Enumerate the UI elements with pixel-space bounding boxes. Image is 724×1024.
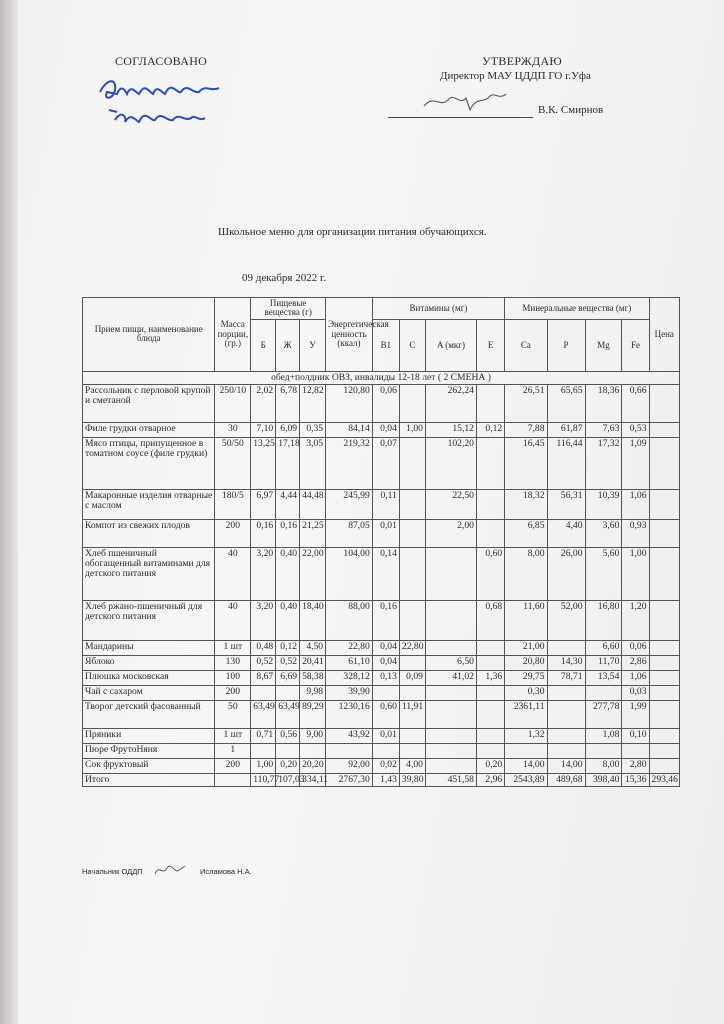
table-cell <box>425 547 476 600</box>
table-cell: 1230,16 <box>326 700 373 728</box>
table-cell: 0,09 <box>399 670 425 685</box>
total-cell: 2,96 <box>476 773 504 786</box>
table-row <box>83 422 680 437</box>
table-cell: 0,52 <box>276 655 300 670</box>
table-cell: 120,80 <box>326 384 373 422</box>
footer-signature <box>153 860 187 880</box>
table-cell: 61,10 <box>326 655 373 670</box>
table-cell <box>399 685 425 700</box>
table-cell: 15,12 <box>425 422 476 437</box>
table-cell: 1,06 <box>622 489 649 519</box>
table-cell: 7,10 <box>251 422 276 437</box>
table-cell: 2,00 <box>425 519 476 547</box>
table-cell: 1,08 <box>585 728 622 743</box>
table-cell: 0,04 <box>372 422 399 437</box>
table-cell: 0,03 <box>622 685 649 700</box>
table-cell <box>649 437 679 489</box>
header-price: Цена <box>649 298 679 372</box>
table-cell <box>476 743 504 758</box>
agreed-handwritten-signature <box>95 70 225 140</box>
table-cell <box>276 685 300 700</box>
table-cell: 11,91 <box>399 700 425 728</box>
agreed-label: СОГЛАСОВАНО <box>115 54 208 68</box>
table-cell: 2,86 <box>622 655 649 670</box>
table-cell: 17,18 <box>276 437 300 489</box>
table-cell: 58,38 <box>300 670 326 685</box>
table-cell <box>276 743 300 758</box>
table-cell <box>476 640 504 655</box>
table-cell: 1,00 <box>251 758 276 773</box>
table-cell: 88,00 <box>326 600 373 640</box>
table-cell: 0,52 <box>251 655 276 670</box>
table-cell: 10,39 <box>585 489 622 519</box>
table-cell: 219,32 <box>326 437 373 489</box>
table-cell <box>649 685 679 700</box>
table-cell: 250/10 <box>215 384 251 422</box>
table-cell: 3,20 <box>251 547 276 600</box>
table-cell: 1,20 <box>622 600 649 640</box>
table-row <box>83 547 680 600</box>
table-cell: 84,14 <box>326 422 373 437</box>
table-cell <box>300 743 326 758</box>
table-cell: 3,20 <box>251 600 276 640</box>
table-cell: 328,12 <box>326 670 373 685</box>
table-cell <box>476 489 504 519</box>
table-cell: 200 <box>215 758 251 773</box>
table-cell: 1 шт <box>215 728 251 743</box>
table-row <box>83 685 680 700</box>
table-row <box>83 519 680 547</box>
table-cell: 2,02 <box>251 384 276 422</box>
dish-name: Мандарины <box>83 640 215 655</box>
table-cell: 65,65 <box>547 384 585 422</box>
table-cell: 6,50 <box>425 655 476 670</box>
dish-name: Яблоко <box>83 655 215 670</box>
table-cell: 116,44 <box>547 437 585 489</box>
header-nutrients: Пищевые вещества (г) <box>251 298 326 320</box>
director-title: Директор МАУ ЦДДП ГО г.Уфа <box>440 70 591 82</box>
table-cell: 39,90 <box>326 685 373 700</box>
table-cell: 18,32 <box>505 489 547 519</box>
table-cell: 11,70 <box>585 655 622 670</box>
dish-name: Плюшка московская <box>83 670 215 685</box>
table-cell: 16,80 <box>585 600 622 640</box>
header-vit-b1: B1 <box>372 319 399 371</box>
header-energy: Энергетическая ценность (ккал) <box>326 298 373 372</box>
table-cell <box>649 547 679 600</box>
table-cell: 0,13 <box>372 670 399 685</box>
table-row <box>83 489 680 519</box>
table-cell: 13,54 <box>585 670 622 685</box>
total-cell: 398,40 <box>585 773 622 786</box>
table-cell: 104,00 <box>326 547 373 600</box>
table-cell: 102,20 <box>425 437 476 489</box>
table-cell: 200 <box>215 685 251 700</box>
header-carbs: У <box>300 319 326 371</box>
table-cell <box>476 437 504 489</box>
table-cell: 0,48 <box>251 640 276 655</box>
header-fat: Ж <box>276 319 300 371</box>
table-cell: 8,00 <box>505 547 547 600</box>
header-mg: Mg <box>585 319 622 371</box>
table-cell: 63,49 <box>276 700 300 728</box>
table-cell: 9,98 <box>300 685 326 700</box>
total-cell: 15,36 <box>622 773 649 786</box>
table-cell <box>399 437 425 489</box>
table-cell: 56,31 <box>547 489 585 519</box>
table-cell: 13,25 <box>251 437 276 489</box>
director-signature <box>420 86 510 116</box>
table-cell: 245,99 <box>326 489 373 519</box>
table-cell: 4,44 <box>276 489 300 519</box>
table-cell <box>399 728 425 743</box>
table-cell <box>649 670 679 685</box>
table-cell: 21,25 <box>300 519 326 547</box>
table-cell: 262,24 <box>425 384 476 422</box>
table-cell <box>585 743 622 758</box>
table-cell: 61,87 <box>547 422 585 437</box>
table-cell <box>399 519 425 547</box>
table-row <box>83 670 680 685</box>
table-cell: 0,40 <box>276 600 300 640</box>
table-cell <box>649 489 679 519</box>
header-protein: Б <box>251 319 276 371</box>
header-vit-c: C <box>399 319 425 371</box>
total-cell: 39,80 <box>399 773 425 786</box>
table-row <box>83 758 680 773</box>
total-cell: 107,03 <box>276 773 300 786</box>
table-cell: 4,40 <box>547 519 585 547</box>
total-cell: 110,77 <box>251 773 276 786</box>
table-cell: 44,48 <box>300 489 326 519</box>
table-cell: 0,01 <box>372 519 399 547</box>
table-cell <box>476 519 504 547</box>
table-cell: 0,06 <box>372 384 399 422</box>
table-cell <box>476 655 504 670</box>
table-cell: 52,00 <box>547 600 585 640</box>
total-cell: 293,46 <box>649 773 679 786</box>
table-cell: 0,40 <box>276 547 300 600</box>
table-cell: 0,20 <box>276 758 300 773</box>
table-cell: 26,51 <box>505 384 547 422</box>
table-cell: 40 <box>215 547 251 600</box>
table-cell <box>649 655 679 670</box>
table-cell <box>372 743 399 758</box>
footer-position: Начальник ОДДП <box>82 867 143 876</box>
table-cell <box>399 489 425 519</box>
table-cell <box>399 384 425 422</box>
total-cell: 2767,30 <box>326 773 373 786</box>
table-cell: 3,05 <box>300 437 326 489</box>
table-cell: 0,53 <box>622 422 649 437</box>
header-mass: Масса порции, (гр.) <box>215 298 251 372</box>
header-vit-a: A (мкг) <box>425 319 476 371</box>
table-cell: 16,45 <box>505 437 547 489</box>
approved-label: УТВЕРЖДАЮ <box>482 54 563 68</box>
table-cell: 92,00 <box>326 758 373 773</box>
table-cell: 0,16 <box>372 600 399 640</box>
table-cell <box>649 600 679 640</box>
header-meal: Прием пищи, наименование блюда <box>83 298 215 372</box>
table-cell <box>251 743 276 758</box>
table-cell: 0,07 <box>372 437 399 489</box>
table-cell <box>476 728 504 743</box>
table-cell: 30 <box>215 422 251 437</box>
table-cell: 0,06 <box>622 640 649 655</box>
table-cell <box>399 600 425 640</box>
table-cell: 0,12 <box>476 422 504 437</box>
table-cell: 17,32 <box>585 437 622 489</box>
table-cell: 11,60 <box>505 600 547 640</box>
table-cell: 3,60 <box>585 519 622 547</box>
header-fe: Fe <box>622 319 649 371</box>
table-cell <box>476 685 504 700</box>
table-row <box>83 743 680 758</box>
table-cell: 6,97 <box>251 489 276 519</box>
table-cell <box>547 700 585 728</box>
table-cell: 0,71 <box>251 728 276 743</box>
table-cell <box>649 728 679 743</box>
director-name: В.К. Смирнов <box>538 104 604 116</box>
table-cell: 1,32 <box>505 728 547 743</box>
table-cell: 0,93 <box>622 519 649 547</box>
table-cell: 0,02 <box>372 758 399 773</box>
table-cell: 1 шт <box>215 640 251 655</box>
dish-name: Макаронные изделия отварные с маслом <box>83 489 215 519</box>
table-cell: 4,50 <box>300 640 326 655</box>
total-row <box>83 773 680 786</box>
menu-table <box>82 297 680 787</box>
total-label: Итого <box>83 773 215 786</box>
table-cell: 89,29 <box>300 700 326 728</box>
table-cell: 50 <box>215 700 251 728</box>
table-cell: 1,00 <box>622 547 649 600</box>
table-cell: 0,16 <box>276 519 300 547</box>
footer-name: Исламова Н.А. <box>200 867 252 876</box>
table-cell: 78,71 <box>547 670 585 685</box>
table-cell: 26,00 <box>547 547 585 600</box>
table-cell: 12,82 <box>300 384 326 422</box>
total-cell: 451,58 <box>425 773 476 786</box>
document-date: 09 декабря 2022 г. <box>242 272 326 284</box>
table-cell: 6,78 <box>276 384 300 422</box>
dish-name: Филе грудки отварное <box>83 422 215 437</box>
table-row <box>83 728 680 743</box>
table-cell: 22,80 <box>399 640 425 655</box>
table-cell: 0,11 <box>372 489 399 519</box>
table-cell <box>649 700 679 728</box>
table-cell <box>547 728 585 743</box>
table-cell: 29,75 <box>505 670 547 685</box>
table-cell: 8,67 <box>251 670 276 685</box>
table-cell <box>372 685 399 700</box>
total-cell: 2543,89 <box>505 773 547 786</box>
table-cell: 6,60 <box>585 640 622 655</box>
table-cell: 20,41 <box>300 655 326 670</box>
table-cell: 7,88 <box>505 422 547 437</box>
table-cell: 21,00 <box>505 640 547 655</box>
table-cell: 0,56 <box>276 728 300 743</box>
table-cell: 22,50 <box>425 489 476 519</box>
table-cell: 0,68 <box>476 600 504 640</box>
table-cell <box>649 743 679 758</box>
table-cell <box>425 700 476 728</box>
table-cell: 18,40 <box>300 600 326 640</box>
table-cell: 1,09 <box>622 437 649 489</box>
table-cell: 1,06 <box>622 670 649 685</box>
table-cell: 14,30 <box>547 655 585 670</box>
table-cell: 50/50 <box>215 437 251 489</box>
table-cell: 0,60 <box>476 547 504 600</box>
table-cell <box>425 685 476 700</box>
table-cell <box>649 384 679 422</box>
table-cell <box>399 743 425 758</box>
table-cell: 43,92 <box>326 728 373 743</box>
table-cell <box>399 655 425 670</box>
table-row <box>83 655 680 670</box>
table-cell <box>251 685 276 700</box>
total-cell: 1,43 <box>372 773 399 786</box>
table-row <box>83 437 680 489</box>
table-cell: 0,04 <box>372 640 399 655</box>
header-ca: Ca <box>505 319 547 371</box>
table-cell: 18,36 <box>585 384 622 422</box>
table-cell <box>547 685 585 700</box>
dish-name: Компот из свежих плодов <box>83 519 215 547</box>
table-cell: 7,63 <box>585 422 622 437</box>
table-cell: 1,99 <box>622 700 649 728</box>
table-row <box>83 600 680 640</box>
table-cell <box>585 685 622 700</box>
page-edge-shadow <box>0 0 18 1024</box>
table-row <box>83 384 680 422</box>
header-vitamins: Витамины (мг) <box>372 298 504 320</box>
document-title: Школьное меню для организации питания обучающихся. <box>218 226 487 238</box>
dish-name: Хлеб ржано-пшеничный для детского питания <box>83 600 215 640</box>
table-cell: 0,35 <box>300 422 326 437</box>
dish-name: Чай с сахаром <box>83 685 215 700</box>
table-cell: 1 <box>215 743 251 758</box>
dish-name: Сок фруктовый <box>83 758 215 773</box>
table-cell: 9,00 <box>300 728 326 743</box>
table-cell: 63,49 <box>251 700 276 728</box>
total-cell: 334,11 <box>300 773 326 786</box>
table-cell <box>425 728 476 743</box>
table-cell: 87,05 <box>326 519 373 547</box>
table-cell: 0,14 <box>372 547 399 600</box>
table-cell: 0,20 <box>476 758 504 773</box>
table-cell: 22,00 <box>300 547 326 600</box>
table-cell: 0,60 <box>372 700 399 728</box>
table-cell <box>622 743 649 758</box>
table-cell: 277,78 <box>585 700 622 728</box>
table-cell: 22,80 <box>326 640 373 655</box>
table-cell <box>649 519 679 547</box>
dish-name: Хлеб пшеничный обогащенный витаминами для детского питания <box>83 547 215 600</box>
table-row <box>83 640 680 655</box>
table-cell <box>425 600 476 640</box>
table-cell <box>649 422 679 437</box>
table-cell: 6,69 <box>276 670 300 685</box>
table-cell: 40 <box>215 600 251 640</box>
table-cell: 0,16 <box>251 519 276 547</box>
table-cell <box>326 743 373 758</box>
table-cell: 4,00 <box>399 758 425 773</box>
header-vit-e: E <box>476 319 504 371</box>
table-cell <box>476 384 504 422</box>
table-cell: 20,80 <box>505 655 547 670</box>
table-cell: 5,60 <box>585 547 622 600</box>
section-row <box>83 371 680 384</box>
table-cell <box>399 547 425 600</box>
table-cell <box>425 758 476 773</box>
table-cell: 6,85 <box>505 519 547 547</box>
table-cell: 0,12 <box>276 640 300 655</box>
director-signature-line <box>388 117 533 118</box>
table-cell: 2,80 <box>622 758 649 773</box>
table-cell: 8,00 <box>585 758 622 773</box>
table-cell: 100 <box>215 670 251 685</box>
total-cell: 489,68 <box>547 773 585 786</box>
table-cell <box>547 743 585 758</box>
table-row <box>83 700 680 728</box>
table-cell: 0,01 <box>372 728 399 743</box>
total-cell <box>215 773 251 786</box>
table-cell: 0,66 <box>622 384 649 422</box>
table-cell <box>425 743 476 758</box>
table-cell: 0,10 <box>622 728 649 743</box>
dish-name: Мясо птицы, припущенное в томатном соусе (филе грудки) <box>83 437 215 489</box>
table-cell <box>505 743 547 758</box>
table-cell <box>649 640 679 655</box>
section-title: обед+полдник ОВЗ, инвалиды 12-18 лет ( 2 СМЕНА ) <box>83 371 680 384</box>
dish-name: Рассольник с перловой крупой и сметаной <box>83 384 215 422</box>
table-cell: 14,00 <box>505 758 547 773</box>
table-cell <box>425 640 476 655</box>
table-cell: 6,09 <box>276 422 300 437</box>
table-cell <box>476 700 504 728</box>
table-cell <box>649 758 679 773</box>
header-minerals: Минеральные вещества (мг) <box>505 298 649 320</box>
table-cell: 1,00 <box>399 422 425 437</box>
table-cell <box>547 640 585 655</box>
table-cell: 200 <box>215 519 251 547</box>
table-cell: 2361,11 <box>505 700 547 728</box>
header-p: P <box>547 319 585 371</box>
dish-name: Пюре ФрутоНяня <box>83 743 215 758</box>
table-cell: 130 <box>215 655 251 670</box>
table-cell: 14,00 <box>547 758 585 773</box>
table-cell: 20,20 <box>300 758 326 773</box>
table-cell: 41,02 <box>425 670 476 685</box>
table-cell: 180/5 <box>215 489 251 519</box>
dish-name: Пряники <box>83 728 215 743</box>
table-cell: 1,36 <box>476 670 504 685</box>
dish-name: Творог детский фасованный <box>83 700 215 728</box>
table-cell: 0,04 <box>372 655 399 670</box>
table-cell: 0,30 <box>505 685 547 700</box>
